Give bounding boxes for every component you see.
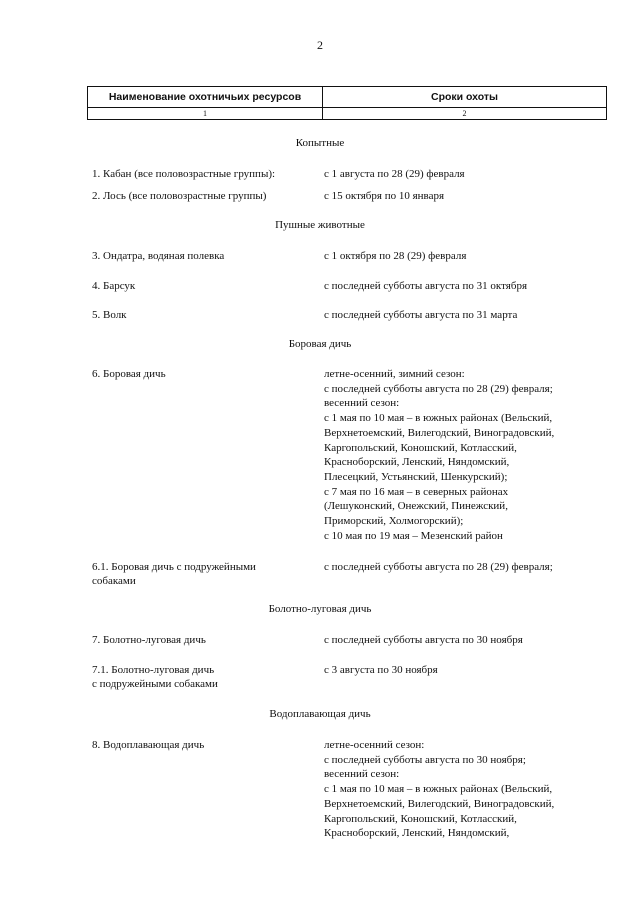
resource-name [92,367,307,381]
resource-name-line: 2. Лось (все половозрастные группы) [92,190,267,202]
hunting-period-line: Красноборский, Ленский, Няндомский, [324,456,510,469]
hunting-period-line: Верхнетоемский, Вилегодский, Виноградовский, [324,426,555,439]
hunting-period-line: с последней субботы августа по 28 (29) февраля; [324,382,553,395]
hunting-period [324,367,624,543]
column-number-1: 1 [88,108,323,120]
resource-name-line: 4. Барсук [92,280,136,292]
resource-name [92,249,307,263]
column-number-2: 2 [323,108,607,120]
page-number: 2 [317,38,323,52]
hunting-period [324,167,624,182]
hunting-period-line: с 7 мая по 16 мая – в северных районах [324,485,509,498]
hunting-period-line: (Лешуконский, Онежский, Пинежский, [324,500,508,513]
section-heading-upland: Боровая дичь [288,338,352,350]
hunting-period-line: с 1 октября по 28 (29) февраля [324,250,467,262]
section-heading-marsh: Болотно-луговая дичь [268,603,372,615]
hunting-period-line: Плесецкий, Устьянский, Шенкурский); [324,470,508,483]
hunting-period-line: Каргопольский, Коношский, Котласский, [324,812,517,825]
hunting-period [324,738,624,841]
hunting-period-line: весенний сезон: [324,397,400,410]
resource-name-line: 1. Кабан (все половозрастные группы): [92,168,276,180]
column-header-hunting-period: Сроки охоты [323,87,607,108]
hunting-period [324,560,624,575]
hunting-period-line: весенний сезон: [324,768,400,781]
hunting-period-line: с последней субботы августа по 31 марта [324,309,518,321]
hunting-period-line: с 3 августа по 30 ноября [324,664,438,676]
resource-name-line: 5. Волк [92,309,127,321]
header-table [87,86,607,120]
resource-name-line: с подружейными собаками [92,678,218,690]
resource-name-line: 7. Болотно-луговая дичь [92,634,206,646]
resource-name-line: собаками [92,575,136,587]
hunting-period-line: летне-осенний, зимний сезон: [324,368,465,380]
column-header-resources: Наименование охотничьих ресурсов [88,87,323,108]
hunting-period-line: с 15 октября по 10 января [324,190,445,202]
hunting-period-line: с 1 августа по 28 (29) февраля [324,168,465,180]
hunting-period-line: летне-осенний сезон: [324,739,425,751]
hunting-period [324,308,624,323]
hunting-period [324,279,624,294]
resource-name [92,189,307,203]
hunting-period [324,249,624,264]
resource-name-line: 6.1. Боровая дичь с подружейными [92,561,256,573]
hunting-period [324,189,624,204]
resource-name-line: 6. Боровая дичь [92,368,166,380]
hunting-period-line: с 1 мая по 10 мая – в южных районах (Вельский, [324,783,553,796]
hunting-period-line: Красноборский, Ленский, Няндомский, [324,827,510,840]
hunting-period-line: с 1 мая по 10 мая – в южных районах (Вельский, [324,412,553,425]
hunting-period-line: Верхнетоемский, Вилегодский, Виноградовский, [324,797,555,810]
hunting-period-line: с 10 мая по 19 мая – Мезенский район [324,529,503,542]
hunting-period-line: с последней субботы августа по 31 октября [324,280,528,292]
resource-name [92,560,307,588]
resource-name [92,279,307,293]
resource-name [92,167,307,181]
hunting-period-line: с последней субботы августа по 28 (29) февраля; [324,561,553,573]
resource-name [92,633,307,647]
hunting-period [324,633,624,648]
hunting-period-line: с последней субботы августа по 30 ноября; [324,753,526,766]
resource-name [92,308,307,322]
hunting-period-line: с последней субботы августа по 30 ноября [324,634,523,646]
resource-name [92,663,307,691]
resource-name-line: 3. Ондатра, водяная полевка [92,250,225,262]
resource-name [92,738,307,752]
section-heading-water: Водоплавающая дичь [269,708,371,720]
hunting-period-line: Каргопольский, Коношский, Котласский, [324,441,517,454]
section-heading-hoofed: Копытные [295,137,345,149]
hunting-period [324,663,624,678]
resource-name-line: 7.1. Болотно-луговая дичь [92,664,215,676]
resource-name-line: 8. Водоплавающая дичь [92,739,205,751]
hunting-period-line: Приморский, Холмогорский); [324,515,464,528]
section-heading-fur: Пушные животные [275,219,365,231]
